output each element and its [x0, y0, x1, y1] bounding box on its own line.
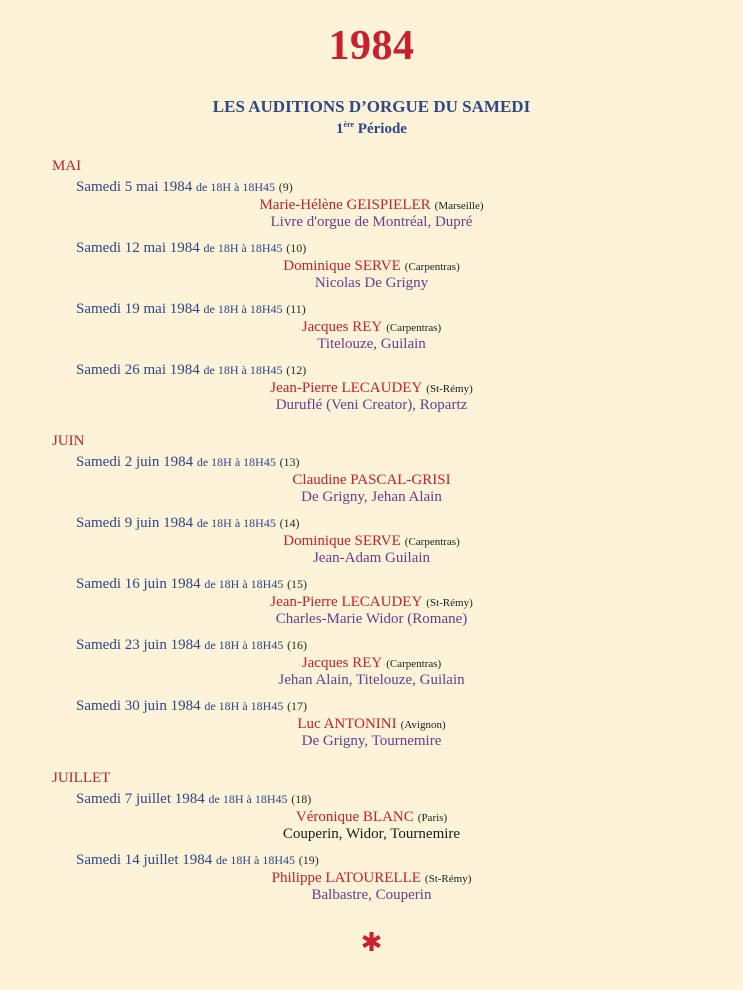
program-works: Livre d'orgue de Montréal, Dupré [270, 214, 473, 230]
event-date: Samedi 26 mai 1984 [76, 362, 200, 378]
event-date: Samedi 30 juin 1984 [76, 698, 201, 714]
event-time: de 18H à 18H45 [204, 638, 284, 652]
asterisk-icon: ✱ [360, 928, 383, 957]
performer-origin: (St-Rémy) [424, 873, 472, 885]
page-title: LES AUDITIONS D’ORGUE DU SAMEDI [212, 97, 531, 116]
event-number: (14) [279, 516, 300, 530]
program-works: Titelouze, Guilain [317, 336, 426, 352]
event-time: de 18H à 18H45 [204, 699, 284, 713]
performer-origin: (Carpentras) [386, 658, 442, 670]
event-number: (17) [287, 699, 308, 713]
event-time: de 18H à 18H45 [203, 363, 283, 377]
performer-line [0, 869, 743, 887]
program-works: Balbastre, Couperin [311, 887, 432, 903]
period-ordinal: ère [343, 120, 355, 129]
performer-origin: (Paris) [417, 812, 448, 824]
event-number: (12) [286, 363, 307, 377]
event-date-line [76, 362, 306, 379]
performer-name: Philippe LATOURELLE [271, 870, 421, 886]
program-works: Nicolas De Grigny [314, 275, 429, 291]
performer-line [0, 257, 743, 275]
event-number: (9) [278, 180, 293, 194]
event-date-line [76, 791, 311, 808]
performer-line [0, 379, 743, 397]
performer-name: Claudine PASCAL-GRISI [292, 472, 451, 488]
month-heading: MAI [52, 158, 82, 174]
performer-line [0, 593, 743, 611]
event-date-line [76, 454, 300, 471]
program-works: Jehan Alain, Titelouze, Guilain [278, 672, 465, 688]
event-number: (11) [286, 302, 306, 316]
event-date: Samedi 5 mai 1984 [76, 179, 193, 195]
performer-name: Luc ANTONINI [297, 716, 397, 732]
performer-origin: (Marseille) [434, 200, 484, 212]
program-works: Duruflé (Veni Creator), Ropartz [275, 397, 468, 413]
event-number: (16) [287, 638, 308, 652]
performer-line [0, 318, 743, 336]
event-date-line [76, 637, 307, 654]
period-subtitle [0, 120, 743, 138]
event-date-line [76, 179, 293, 196]
event-number: (13) [279, 455, 300, 469]
performer-name: Jean-Pierre LECAUDEY [270, 380, 423, 396]
event-date: Samedi 23 juin 1984 [76, 637, 201, 653]
event-date: Samedi 2 juin 1984 [76, 454, 194, 470]
month-heading: JUIN [52, 433, 85, 449]
performer-origin: (Carpentras) [404, 261, 460, 273]
event-date-line [76, 698, 307, 715]
event-date-line [76, 240, 306, 257]
performer-line [0, 532, 743, 550]
performer-name: Marie-Hélène GEISPIELER [259, 197, 431, 213]
event-time: de 18H à 18H45 [216, 853, 295, 867]
performer-origin: (St-Rémy) [426, 383, 473, 395]
year-heading: 1984 [328, 23, 415, 69]
event-time: de 18H à 18H45 [208, 792, 288, 806]
performer-line [0, 471, 743, 489]
program-works: Charles-Marie Widor (Romane) [275, 611, 468, 627]
event-date: Samedi 16 juin 1984 [76, 576, 201, 592]
event-date-line [76, 576, 307, 593]
event-number: (19) [298, 853, 319, 867]
event-date: Samedi 7 juillet 1984 [76, 791, 205, 807]
event-date: Samedi 9 juin 1984 [76, 515, 194, 531]
performer-origin: (St-Rémy) [426, 597, 473, 609]
program-works: Jean-Adam Guilain [312, 550, 431, 566]
event-time: de 18H à 18H45 [196, 455, 276, 469]
event-time: de 18H à 18H45 [204, 577, 284, 591]
event-date-line [76, 301, 306, 318]
event-number: (18) [291, 792, 312, 806]
period-label: Période [354, 121, 407, 137]
program-works: De Grigny, Jehan Alain [301, 489, 442, 505]
event-number: (10) [286, 241, 307, 255]
event-date: Samedi 14 juillet 1984 [76, 852, 213, 868]
performer-line [0, 808, 743, 826]
event-time: de 18H à 18H45 [196, 516, 276, 530]
program-works: Couperin, Widor, Tournemire [282, 826, 461, 842]
event-time: de 18H à 18H45 [203, 241, 283, 255]
performer-origin: (Carpentras) [404, 536, 460, 548]
performer-line [0, 196, 743, 214]
period-number: 1 [336, 121, 344, 137]
performer-line [0, 715, 743, 733]
program-works: De Grigny, Tournemire [301, 733, 442, 749]
event-date: Samedi 12 mai 1984 [76, 240, 200, 256]
performer-name: Jacques REY [301, 319, 383, 335]
performer-origin: (Carpentras) [386, 322, 442, 334]
event-time: de 18H à 18H45 [196, 180, 275, 194]
event-number: (15) [287, 577, 308, 591]
performer-line [0, 654, 743, 672]
event-date-line [76, 515, 300, 532]
month-heading: JUILLET [52, 770, 111, 786]
performer-origin: (Avignon) [400, 719, 446, 731]
event-time: de 18H à 18H45 [203, 302, 283, 316]
performer-name: Véronique BLANC [295, 809, 414, 825]
performer-name: Dominique SERVE [283, 258, 401, 274]
performer-name: Jean-Pierre LECAUDEY [270, 594, 423, 610]
event-date: Samedi 19 mai 1984 [76, 301, 200, 317]
event-date-line [76, 852, 319, 869]
performer-name: Dominique SERVE [283, 533, 401, 549]
performer-name: Jacques REY [301, 655, 383, 671]
